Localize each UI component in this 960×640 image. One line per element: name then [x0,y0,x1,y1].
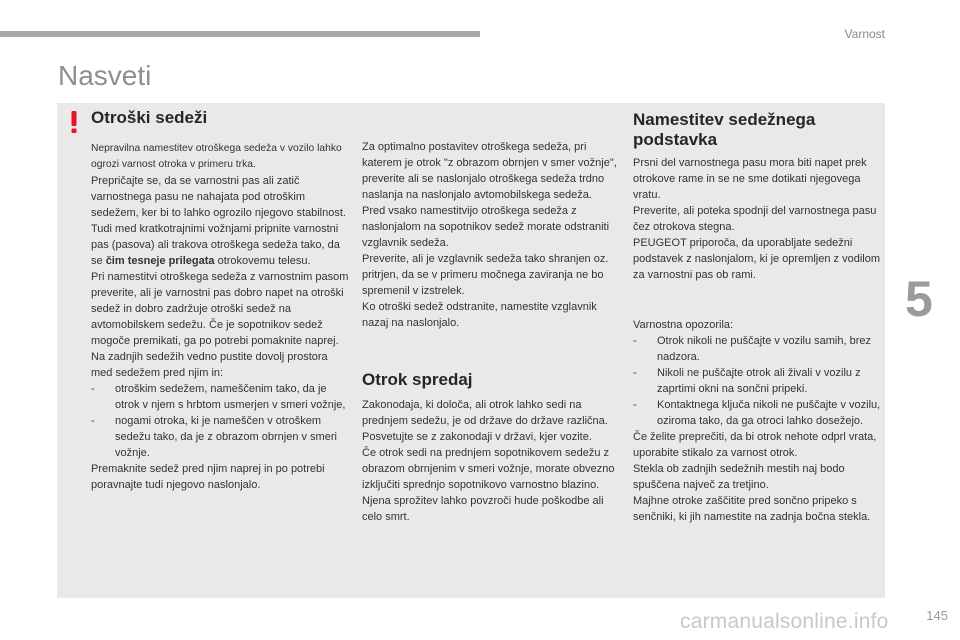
paragraph: Nepravilna namestitev otroškega sedeža v vozilo lahko ogrozi varnost otroka v primeru trka. [91,143,342,170]
list-item: - nogami otroka, ki je nameščen v otroškem sedežu tako, da je z obrazom obrnjen v smeri vožnje. [91,413,351,461]
paragraph: Pri namestitvi otroškega sedeža z varnostnim pasom preverite, ali je varnostni pas dobro napet na otroški sedež in dobro zadržuje otroški sedež na avtomobilskem sedežu. Če je sopotnikov sedež mogoče premikati, ga po potrebi pomaknite naprej. [91,271,349,347]
child-seats-column-2 [362,139,620,331]
bold-text: čim tesneje prilegata [105,255,215,267]
paragraph: Premaknite sedež pred njim naprej in po potrebi poravnajte tudi njegovo naslonjalo. [91,463,325,491]
paragraph: Prsni del varnostnega pasu mora biti napet prek otrokove rame in se ne sme dotikati njegovega vratu. [633,157,867,201]
header-accent-bar [0,31,480,37]
text-span: otrokovemu telesu. [214,255,311,267]
paragraph: Ko otroški sedež odstranite, namestite vzglavnik nazaj na naslonjalo. [362,301,597,329]
watermark: carmanualsonline.info [680,610,889,633]
booster-text [633,155,883,283]
section-label: Varnost [844,27,885,41]
child-front-text [362,397,620,525]
heading-child-seats: Otroški sedeži [91,108,208,127]
list-item: - otroškim sedežem, nameščenim tako, da je otrok v njem s hrbtom usmerjen v smeri vožnje, [91,381,351,413]
paragraph: Pred vsako namestitvijo otroškega sedeža z naslonjalom na sopotnikov sedež morate odstraniti vzglavnik sedeža. [362,205,610,249]
paragraph: Na zadnjih sedežih vedno pustite dovolj prostora med sedežem pred njim in: [91,351,328,379]
paragraph: PEUGEOT priporoča, da uporabljate sedežni podstavek z naslonjalom, ki je opremljen z vodilom za varnostni pas ob rami. [633,237,881,281]
safety-notice-title: Varnostna opozorila: [633,319,734,331]
paragraph: Preverite, ali je vzglavnik sedeža tako shranjen oz. pritrjen, da se v primeru močnega zaviranja ne bo spremenil v izstrelek. [362,253,609,297]
list-item: - Otrok nikoli ne puščajte v vozilu samih, brez nadzora. [633,333,883,365]
safety-notice-text [633,317,883,525]
page-title: Nasveti [58,60,152,91]
paragraph: Prepričajte se, da se varnostni pas ali zatič varnostnega pasu ne nahajata pod otroškim sedežem, ker bi to lahko ogrozilo njegovo stabilnost. [91,175,346,219]
paragraph: Če otrok sedi na prednjem sopotnikovem sedežu z obrazom obrnjenim v smeri vožnje, morate obvezno izključiti sprednjo sopotnikovo varnostno blazino. Njena sprožitev lahko povzroči hude poškodbe ali celo smrt. [362,447,615,523]
paragraph [91,221,351,269]
heading-child-front: Otrok spredaj [362,370,473,389]
paragraph: Za optimalno postavitev otroškega sedeža, pri katerem je otrok "z obrazom obrnjen v smer vožnje", preverite ali se naslonjalo otroškega sedeža trdno naslanja na naslonjalo avtomobilskega sedeža. [362,141,617,201]
child-seats-column-1 [91,141,351,493]
text-span: Tudi med kratkotrajnimi vožnjami pripnite varnostni pas (pasova) ali trakova otroškega sedeža tako, da se [91,223,340,267]
chapter-number: 5 [905,271,933,327]
paragraph: Če želite preprečiti, da bi otrok nehote odprl vrata, uporabite stikalo za varnost otrok. [633,431,877,459]
warning-exclamation-icon [67,110,81,134]
list-item: - Nikoli ne puščajte otrok ali živali v vozilu z zaprtimi okni na sončni pripeki. [633,365,883,397]
page-number: 145 [926,608,948,623]
paragraph: Stekla ob zadnjih sedežnih mestih naj bodo spuščena največ za tretjino. [633,463,845,491]
heading-booster-fitting: Namestitev sedežnega podstavka [633,110,816,149]
paragraph: Majhne otroke zaščitite pred sončno pripeko s senčniki, ki jih namestite na zadnja bočna stekla. [633,495,871,523]
paragraph: Zakonodaja, ki določa, ali otrok lahko sedi na prednjem sedežu, je od države do države različna. Posvetujte se z zakonodaji v državi, kjer vozite. [362,399,608,443]
list-item: - Kontaktnega ključa nikoli ne puščajte v vozilu, oziroma tako, da ga otroci lahko dosežejo. [633,397,883,429]
paragraph: Preverite, ali poteka spodnji del varnostnega pasu čez otrokova stegna. [633,205,877,233]
